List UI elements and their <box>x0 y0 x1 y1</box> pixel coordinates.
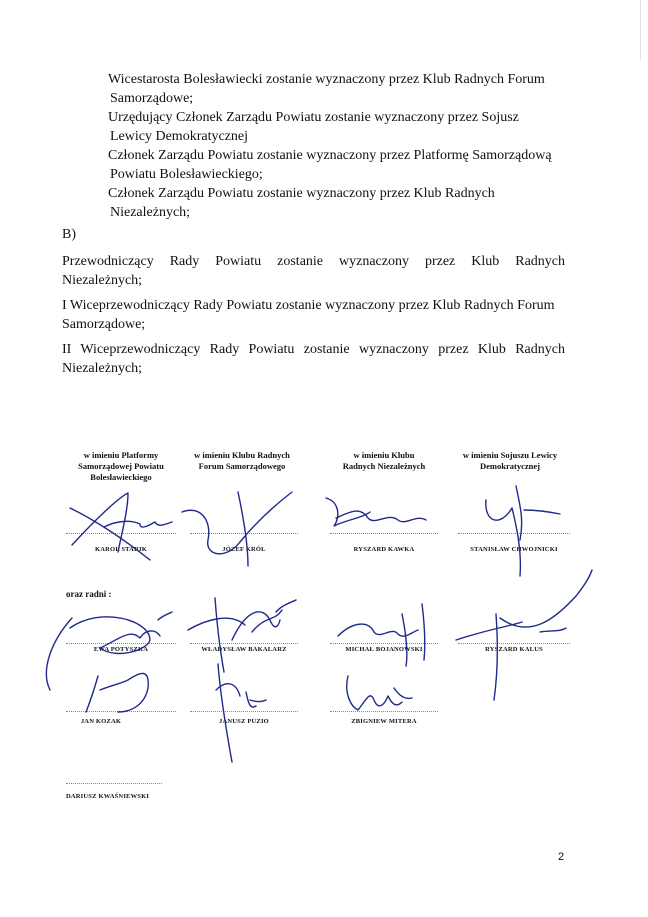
paragraph-first-vice <box>62 296 565 334</box>
list-item <box>108 70 578 108</box>
group-heading-sld <box>449 450 571 472</box>
signature-line <box>66 533 176 534</box>
signature-chwojnicki <box>486 486 560 576</box>
list-item-line: Członek Zarządu Powiatu zostanie wyznaczony przez Klub Radnych <box>108 186 495 201</box>
section-a-list <box>108 70 578 222</box>
section-b-label: B) <box>62 227 76 242</box>
group-heading-line: Forum Samorządowego <box>198 461 286 471</box>
signatory-name: RYSZARD KAWKA <box>353 546 415 553</box>
signature-line <box>330 533 438 534</box>
list-item-line: Urzędujący Członek Zarządu Powiatu zostanie wyznaczony przez Sojusz <box>108 110 519 125</box>
signatory-name: JANUSZ PUZIO <box>219 718 269 725</box>
paragraph-line: Niezależnych; <box>62 273 143 288</box>
signatory-name: EWA POTYSZKA <box>93 646 149 653</box>
list-item-line: Samorządowe; <box>110 91 194 106</box>
paragraph-line: Samorządowe; <box>62 317 146 332</box>
signature-mitera <box>347 676 412 710</box>
group-heading-forum <box>183 450 301 472</box>
signature-kalus <box>456 570 592 700</box>
signatory-name: RYSZARD KALUS <box>485 646 543 653</box>
scan-edge-mark <box>640 0 641 60</box>
list-item-line: Lewicy Demokratycznej <box>110 129 248 144</box>
page-number: 2 <box>558 851 565 863</box>
list-item-line: Członek Zarządu Powiatu zostanie wyznaczony przez Platformę Samorządową <box>108 148 552 163</box>
signature-line <box>330 711 438 712</box>
signatory-name: ZBIGNIEW MITERA <box>351 718 417 725</box>
signatory-name: WŁADYSŁAW BAKALARZ <box>201 646 287 653</box>
paragraph-line: Przewodniczący Rady Powiatu zostanie wyznaczony przez Klub Radnych <box>62 254 565 269</box>
signature-kawka <box>326 498 426 526</box>
group-heading-line: w imieniu Klubu <box>353 450 415 460</box>
list-item-line: Powiatu Bolesławieckiego; <box>110 167 263 182</box>
paragraph-second-vice <box>62 340 565 378</box>
group-heading-line: w imieniu Sojuszu Lewicy <box>462 450 558 460</box>
group-heading-niezalezni <box>325 450 443 472</box>
paragraph-line: Niezależnych; <box>62 361 143 376</box>
group-heading-line: Bolesławieckiego <box>90 472 152 482</box>
signatory-name: KAROL STARIK <box>95 546 147 553</box>
signature-krol <box>182 492 292 566</box>
signature-line <box>330 643 438 644</box>
signature-bojanowski <box>338 604 425 666</box>
list-item-line: Niezależnych; <box>110 205 191 220</box>
signatory-name: DARIUSZ KWAŚNIEWSKI <box>66 793 150 800</box>
paragraph-line: II Wiceprzewodniczący Rady Powiatu zostanie wyznaczony przez Klub Radnych <box>62 342 565 357</box>
group-heading-line: Samorządowej Powiatu <box>78 461 164 471</box>
signature-line <box>190 533 298 534</box>
group-heading-platforma <box>62 450 180 483</box>
list-item-line: Wicestarosta Bolesławiecki zostanie wyznaczony przez Klub Radnych Forum <box>108 72 545 87</box>
signatory-name: MICHAŁ BOJANOWSKI <box>345 646 423 653</box>
group-heading-line: Radnych Niezależnych <box>342 461 426 471</box>
signatory-name: JÓZEF KRÓL <box>222 546 266 553</box>
signature-kozak <box>86 673 148 712</box>
group-heading-line: w imieniu Klubu Radnych <box>194 450 290 460</box>
signature-line <box>66 783 162 784</box>
signature-line <box>190 643 298 644</box>
signature-line <box>66 711 176 712</box>
paragraph-line: I Wiceprzewodniczący Rady Powiatu zostanie wyznaczony przez Klub Radnych Forum <box>62 298 555 313</box>
list-item <box>108 184 578 222</box>
councillors-label: oraz radni : <box>66 589 112 599</box>
paragraph-chairman <box>62 252 565 290</box>
signature-bakalarz <box>188 598 296 672</box>
signature-line <box>458 533 570 534</box>
list-item <box>108 108 578 146</box>
signatory-name: JAN KOZAK <box>80 718 122 725</box>
signature-line <box>458 643 570 644</box>
group-heading-line: w imieniu Platformy <box>83 450 159 460</box>
signature-line <box>190 711 298 712</box>
list-item <box>108 146 578 184</box>
signature-puzio <box>216 664 266 762</box>
signature-line <box>66 643 176 644</box>
signatory-name: STANISŁAW CHWOJNICKI <box>470 546 558 553</box>
group-heading-line: Demokratycznej <box>480 461 540 471</box>
